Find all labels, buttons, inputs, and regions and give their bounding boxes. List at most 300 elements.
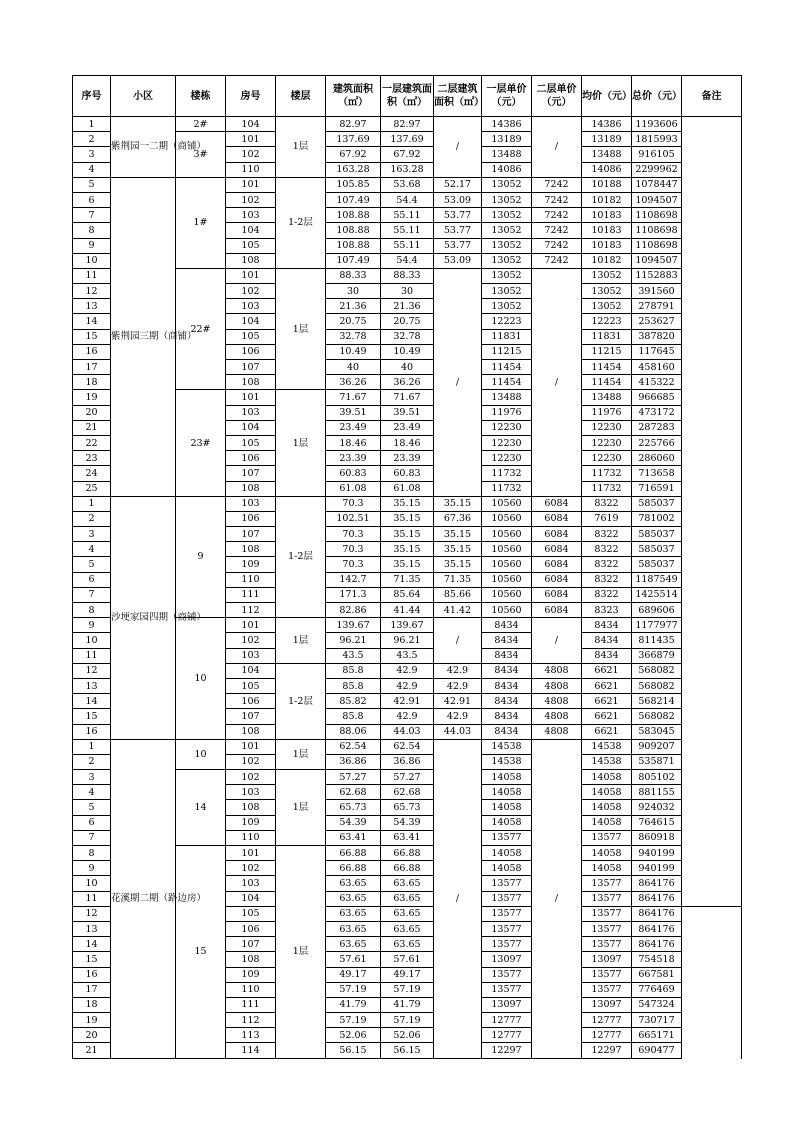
table-cell: 63.41 — [326, 830, 381, 845]
table-cell: 9 — [73, 861, 111, 876]
table-cell: 940199 — [632, 846, 682, 861]
table-cell: 56.15 — [326, 1043, 381, 1058]
table-cell: 106 — [226, 451, 276, 466]
table-cell: 107 — [226, 466, 276, 481]
table-cell: 42.9 — [434, 709, 482, 724]
table-cell: 585037 — [632, 557, 682, 572]
table-cell: 36.26 — [381, 375, 434, 390]
table-cell: 8434 — [482, 648, 532, 663]
table-cell: 8322 — [582, 557, 632, 572]
table-cell: 253627 — [632, 314, 682, 329]
table-cell: 716591 — [632, 481, 682, 496]
table-cell: 139.67 — [381, 618, 434, 633]
table-cell: 108 — [226, 952, 276, 967]
table-cell: 1层 — [276, 618, 326, 664]
table-cell: 101 — [226, 739, 276, 754]
table-cell: 6621 — [582, 724, 632, 739]
table-cell: 2 — [73, 511, 111, 526]
table-cell: 62.68 — [326, 785, 381, 800]
table-cell: 10188 — [582, 177, 632, 192]
table-cell: 137.69 — [381, 132, 434, 147]
table-cell: 8322 — [582, 527, 632, 542]
table-cell: 103 — [226, 648, 276, 663]
table-cell: 14058 — [482, 785, 532, 800]
table-cell: 776469 — [632, 982, 682, 997]
table-cell: 10182 — [582, 253, 632, 268]
table-cell: 117645 — [632, 344, 682, 359]
table-cell: 22 — [73, 435, 111, 450]
table-cell: / — [434, 618, 482, 664]
table-cell: 88.06 — [326, 724, 381, 739]
table-cell: 102 — [226, 147, 276, 162]
table-cell: 6084 — [532, 572, 582, 587]
table-cell: 1094507 — [632, 253, 682, 268]
table-cell: 6621 — [582, 678, 632, 693]
table-cell: 紫荆园一二期（商铺） — [111, 117, 176, 178]
table-cell: 458160 — [632, 360, 682, 375]
table-cell: 287283 — [632, 420, 682, 435]
table-cell: 6 — [73, 815, 111, 830]
table-cell: 42.9 — [434, 663, 482, 678]
table-cell: 1-2层 — [276, 663, 326, 739]
table-cell: 35.15 — [381, 496, 434, 511]
table-cell: 1 — [73, 117, 111, 132]
header-cell: 房号 — [226, 76, 276, 117]
table-cell: 690477 — [632, 1043, 682, 1058]
table-cell: 568082 — [632, 709, 682, 724]
table-cell: 10560 — [482, 511, 532, 526]
table-cell: 665171 — [632, 1028, 682, 1043]
table-cell: 1108698 — [632, 208, 682, 223]
table-cell: 20.75 — [381, 314, 434, 329]
table-cell: 102 — [226, 633, 276, 648]
table-cell: 13052 — [582, 299, 632, 314]
table-cell: 12230 — [482, 420, 532, 435]
table-cell: 909207 — [632, 739, 682, 754]
table-cell: / — [434, 117, 482, 178]
table-cell: / — [532, 618, 582, 664]
header-cell: 建筑面积（㎡） — [326, 76, 381, 117]
table-cell: 111 — [226, 587, 276, 602]
table-row — [73, 739, 742, 754]
table-cell: 4808 — [532, 709, 582, 724]
table-cell: 568082 — [632, 663, 682, 678]
table-cell: 864176 — [632, 876, 682, 891]
table-cell: 13488 — [582, 390, 632, 405]
table-cell: 864176 — [632, 891, 682, 906]
table-cell: 1177977 — [632, 618, 682, 633]
table-cell: 85.82 — [326, 694, 381, 709]
table-cell: 41.79 — [326, 997, 381, 1012]
table-cell: 35.15 — [434, 557, 482, 572]
table-cell: 811435 — [632, 633, 682, 648]
table-cell: 12230 — [482, 451, 532, 466]
table-cell: 1425514 — [632, 587, 682, 602]
table-cell: 41.42 — [434, 603, 482, 618]
table-cell: 12 — [73, 906, 111, 921]
table-cell: 11732 — [582, 481, 632, 496]
table-cell: 13097 — [582, 952, 632, 967]
table-cell: 12223 — [582, 314, 632, 329]
table-cell: 6084 — [532, 587, 582, 602]
table-cell: 535871 — [632, 754, 682, 769]
table-cell: 8434 — [582, 633, 632, 648]
table-cell: 754518 — [632, 952, 682, 967]
table-cell: 391560 — [632, 284, 682, 299]
table-cell: 10560 — [482, 527, 532, 542]
table-cell: 11732 — [582, 466, 632, 481]
table-cell: 11454 — [482, 375, 532, 390]
table-cell: 21 — [73, 420, 111, 435]
table-cell: 171.3 — [326, 587, 381, 602]
table-cell: 5 — [73, 800, 111, 815]
table-cell: 8 — [73, 603, 111, 618]
table-cell: 2# — [176, 117, 226, 132]
table-cell: 14 — [73, 937, 111, 952]
table-cell: 111 — [226, 997, 276, 1012]
header-cell: 楼栋 — [176, 76, 226, 117]
table-cell: 107 — [226, 527, 276, 542]
table-cell: 14086 — [482, 162, 532, 177]
table-cell: 10182 — [582, 192, 632, 207]
table-cell: 14058 — [582, 815, 632, 830]
table-cell: 66.88 — [326, 846, 381, 861]
table-cell: 14058 — [482, 861, 532, 876]
table-cell: 4808 — [532, 724, 582, 739]
table-cell: 18.46 — [326, 435, 381, 450]
table-cell: 13052 — [482, 208, 532, 223]
table-cell: 5 — [73, 177, 111, 192]
table-cell: 924032 — [632, 800, 682, 815]
price-table — [72, 75, 742, 1059]
table-cell: 3# — [176, 132, 226, 178]
table-cell: 96.21 — [326, 633, 381, 648]
table-cell: 61.08 — [326, 481, 381, 496]
table-cell: 108.88 — [326, 223, 381, 238]
table-cell: 7242 — [532, 238, 582, 253]
table-cell: 1层 — [276, 770, 326, 846]
table-cell: 163.28 — [326, 162, 381, 177]
table-cell: 42.91 — [381, 694, 434, 709]
table-cell: 764615 — [632, 815, 682, 830]
table-cell: 14058 — [482, 770, 532, 785]
table-cell: 36.26 — [326, 375, 381, 390]
table-cell: 6084 — [532, 527, 582, 542]
table-cell: 23.39 — [326, 451, 381, 466]
table-cell: 8 — [73, 846, 111, 861]
table-cell: 7 — [73, 587, 111, 602]
table-cell: 15 — [73, 329, 111, 344]
table-cell: 1815993 — [632, 132, 682, 147]
table-cell: 70.3 — [326, 527, 381, 542]
table-cell: 10560 — [482, 496, 532, 511]
table-cell: 63.65 — [326, 876, 381, 891]
table-cell: 14 — [176, 770, 226, 846]
table-cell: 278791 — [632, 299, 682, 314]
table-cell: 11454 — [582, 375, 632, 390]
table-cell: 13052 — [582, 284, 632, 299]
table-cell: 62.54 — [381, 739, 434, 754]
table-cell: 6621 — [582, 709, 632, 724]
table-cell: / — [434, 268, 482, 496]
table-cell: 13577 — [582, 967, 632, 982]
table-cell: 16 — [73, 967, 111, 982]
table-cell: 3 — [73, 770, 111, 785]
table-cell: 53.09 — [434, 253, 482, 268]
table-cell: 15 — [73, 709, 111, 724]
table-cell: 105 — [226, 678, 276, 693]
table-cell: 57.27 — [381, 770, 434, 785]
table-cell: 110 — [226, 830, 276, 845]
table-cell: 10 — [73, 876, 111, 891]
table-cell: 36.86 — [326, 754, 381, 769]
table-cell: 20.75 — [326, 314, 381, 329]
table-cell: 63.65 — [381, 891, 434, 906]
table-cell: 12230 — [582, 451, 632, 466]
table-cell: 110 — [226, 572, 276, 587]
table-cell: 20 — [73, 405, 111, 420]
table-cell: 105 — [226, 238, 276, 253]
table-cell: 1层 — [276, 739, 326, 769]
table-cell: 781002 — [632, 511, 682, 526]
table-cell: 1层 — [276, 268, 326, 390]
table-cell: 10 — [176, 739, 226, 769]
table-cell: 24 — [73, 466, 111, 481]
table-cell: 4808 — [532, 678, 582, 693]
table-cell: 1层 — [276, 390, 326, 496]
table-cell: 101 — [226, 618, 276, 633]
table-cell: 101 — [226, 390, 276, 405]
table-cell: 11215 — [482, 344, 532, 359]
table-cell: 585037 — [632, 542, 682, 557]
table-cell — [682, 117, 742, 907]
table-cell: 12230 — [582, 420, 632, 435]
table-cell: 3 — [73, 527, 111, 542]
table-cell: 44.03 — [434, 724, 482, 739]
table-cell: 23.39 — [381, 451, 434, 466]
table-cell: 19 — [73, 390, 111, 405]
table-cell: 103 — [226, 876, 276, 891]
table-cell: 7 — [73, 830, 111, 845]
table-cell: 54.4 — [381, 192, 434, 207]
table-cell: 5 — [73, 557, 111, 572]
table-cell: 35.15 — [381, 511, 434, 526]
table-cell: 42.9 — [381, 678, 434, 693]
table-cell: 10.49 — [381, 344, 434, 359]
table-cell: 6084 — [532, 557, 582, 572]
table-cell: / — [532, 739, 582, 1058]
table-cell: 12777 — [482, 1028, 532, 1043]
table-cell: 113 — [226, 1028, 276, 1043]
table-cell: 1层 — [276, 846, 326, 1059]
table-cell: 66.88 — [326, 861, 381, 876]
table-cell: 67.92 — [326, 147, 381, 162]
table-row — [73, 177, 742, 192]
table-cell: 6084 — [532, 603, 582, 618]
table-cell: 105 — [226, 435, 276, 450]
table-cell: 13577 — [482, 967, 532, 982]
table-cell: 4 — [73, 162, 111, 177]
table-cell: 13 — [73, 678, 111, 693]
table-cell: 585037 — [632, 527, 682, 542]
table-cell: 2299962 — [632, 162, 682, 177]
table-cell: 6621 — [582, 663, 632, 678]
table-cell: 63.65 — [326, 921, 381, 936]
table-cell: 55.11 — [381, 223, 434, 238]
table-cell: 103 — [226, 208, 276, 223]
table-cell: 14058 — [582, 770, 632, 785]
table-cell: 108 — [226, 542, 276, 557]
table-cell: 25 — [73, 481, 111, 496]
table-cell: 15 — [176, 846, 226, 1059]
table-cell: 10560 — [482, 542, 532, 557]
table-cell: 11831 — [582, 329, 632, 344]
table-cell: 7242 — [532, 223, 582, 238]
table-cell: 82.97 — [326, 117, 381, 132]
table-cell: 13097 — [482, 997, 532, 1012]
table-cell: 41.79 — [381, 997, 434, 1012]
table-cell: 52.17 — [434, 177, 482, 192]
table-cell: 53.77 — [434, 223, 482, 238]
table-cell: 6 — [73, 192, 111, 207]
table-cell: 3 — [73, 147, 111, 162]
table-cell: 8434 — [582, 648, 632, 663]
table-cell: 57.61 — [326, 952, 381, 967]
table-cell: 11454 — [582, 360, 632, 375]
table-cell: 6084 — [532, 542, 582, 557]
table-cell: 12223 — [482, 314, 532, 329]
table-cell: 14386 — [582, 117, 632, 132]
table-cell: 14058 — [582, 846, 632, 861]
table-cell: 10560 — [482, 603, 532, 618]
table-cell: 14058 — [482, 815, 532, 830]
table-cell: 8322 — [582, 572, 632, 587]
table-cell: 13 — [73, 921, 111, 936]
table-cell: 21 — [73, 1043, 111, 1058]
table-cell: 71.35 — [381, 572, 434, 587]
table-row — [73, 496, 742, 511]
table-cell: 60.83 — [381, 466, 434, 481]
table-cell: 8323 — [582, 603, 632, 618]
table-cell: 864176 — [632, 906, 682, 921]
table-cell: 39.51 — [326, 405, 381, 420]
table-cell: 667581 — [632, 967, 682, 982]
table-cell: 7242 — [532, 177, 582, 192]
table-cell: 35.15 — [381, 542, 434, 557]
table-cell: 13577 — [482, 982, 532, 997]
table-cell: 13052 — [482, 177, 532, 192]
table-cell: 55.11 — [381, 208, 434, 223]
table-cell: 82.86 — [326, 603, 381, 618]
table-cell: 11215 — [582, 344, 632, 359]
table-cell: 花溪期二期（路边房） — [111, 739, 176, 1058]
header-cell: 二层建筑面积（㎡） — [434, 76, 482, 117]
table-cell: 18 — [73, 997, 111, 1012]
table-cell: 65.73 — [381, 800, 434, 815]
table-cell: 23 — [73, 451, 111, 466]
table-cell: 1层 — [276, 117, 326, 178]
table-cell: 13577 — [482, 891, 532, 906]
header-cell: 总价（元） — [632, 76, 682, 117]
table-cell: 14538 — [482, 739, 532, 754]
table-cell: 110 — [226, 162, 276, 177]
table-cell: 55.11 — [381, 238, 434, 253]
table-cell: 101 — [226, 846, 276, 861]
table-cell: 108.88 — [326, 208, 381, 223]
table-cell: 13488 — [582, 147, 632, 162]
table-cell: 13097 — [582, 997, 632, 1012]
table-cell: 10560 — [482, 557, 532, 572]
table-cell: 102 — [226, 284, 276, 299]
table-cell: 104 — [226, 891, 276, 906]
header-cell: 均价（元） — [582, 76, 632, 117]
table-cell: 63.65 — [326, 906, 381, 921]
table-cell: 14058 — [482, 800, 532, 815]
table-cell: 13577 — [482, 876, 532, 891]
table-cell: 11 — [73, 648, 111, 663]
table-cell: 52.06 — [326, 1028, 381, 1043]
table-cell: 85.8 — [326, 709, 381, 724]
table-cell: 30 — [326, 284, 381, 299]
table-cell: 16 — [73, 344, 111, 359]
table-cell: 1-2层 — [276, 496, 326, 618]
table-cell: 49.17 — [326, 967, 381, 982]
table-cell: 163.28 — [381, 162, 434, 177]
table-cell: 13577 — [582, 906, 632, 921]
table-cell: 864176 — [632, 921, 682, 936]
table-cell: 13189 — [582, 132, 632, 147]
table-cell: 583045 — [632, 724, 682, 739]
table-cell: 106 — [226, 344, 276, 359]
header-cell: 一层建筑面积（㎡） — [381, 76, 434, 117]
table-cell: 11976 — [582, 405, 632, 420]
table-cell: 12777 — [582, 1028, 632, 1043]
table-cell: 63.65 — [326, 937, 381, 952]
table-cell: 23.49 — [326, 420, 381, 435]
table-cell: 49.17 — [381, 967, 434, 982]
table-cell: 14 — [73, 314, 111, 329]
table-cell: 1193606 — [632, 117, 682, 132]
table-cell: 71.67 — [326, 390, 381, 405]
table-cell: 32.78 — [326, 329, 381, 344]
table-cell: 10183 — [582, 223, 632, 238]
table-cell: 568082 — [632, 678, 682, 693]
table-cell: 54.4 — [381, 253, 434, 268]
table-cell: 66.88 — [381, 861, 434, 876]
table-cell: 11732 — [482, 481, 532, 496]
table-cell: 1152883 — [632, 268, 682, 283]
table-cell: 12777 — [482, 1013, 532, 1028]
table-cell: 14538 — [482, 754, 532, 769]
table-cell: 60.83 — [326, 466, 381, 481]
table-cell: 13052 — [482, 268, 532, 283]
table-cell: 35.15 — [434, 542, 482, 557]
table-cell: 57.19 — [381, 982, 434, 997]
table-cell: 85.66 — [434, 587, 482, 602]
table-cell: 366879 — [632, 648, 682, 663]
table-cell: 11454 — [482, 360, 532, 375]
table-cell: 62.54 — [326, 739, 381, 754]
table-cell: 101 — [226, 132, 276, 147]
table-cell: 7242 — [532, 253, 582, 268]
table-cell: 568214 — [632, 694, 682, 709]
table-cell: 39.51 — [381, 405, 434, 420]
table-cell: 108 — [226, 253, 276, 268]
table-cell: 18.46 — [381, 435, 434, 450]
table-cell: 17 — [73, 982, 111, 997]
table-cell: 13577 — [582, 921, 632, 936]
table-cell: 102.51 — [326, 511, 381, 526]
